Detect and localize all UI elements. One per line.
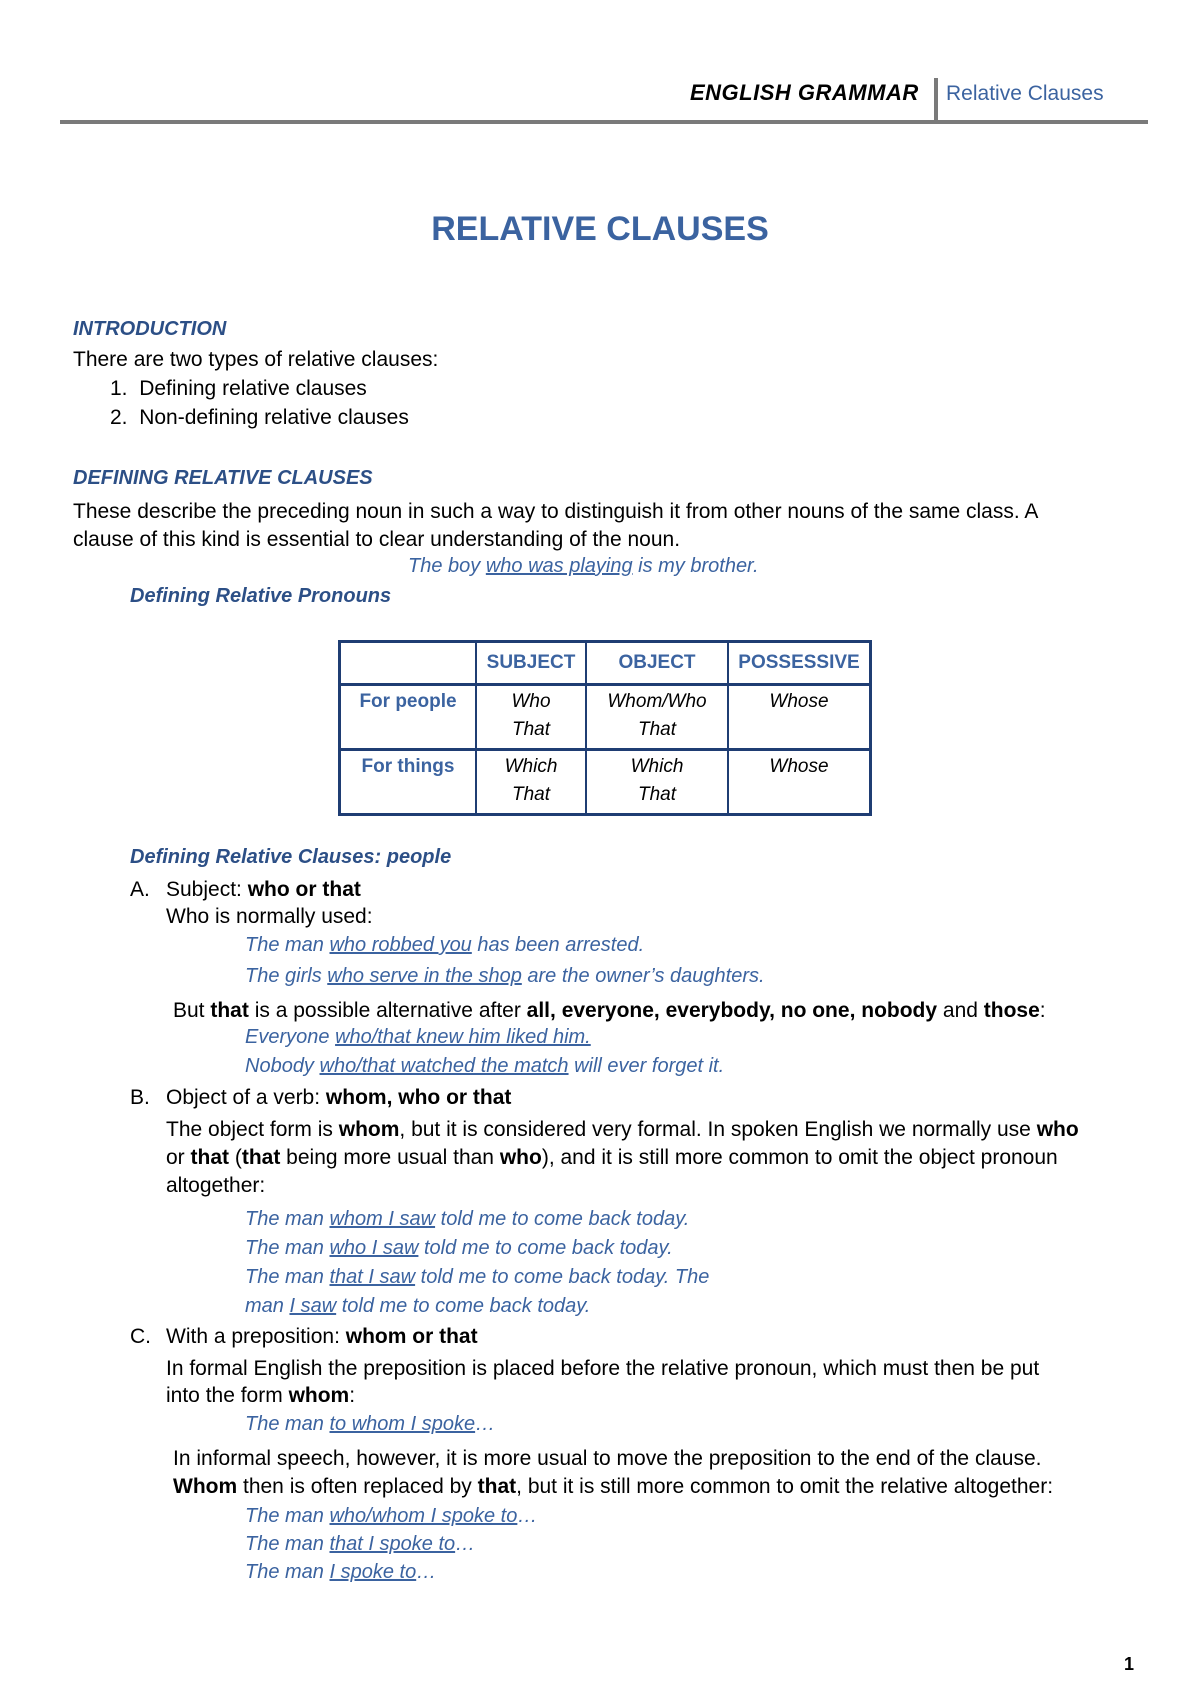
c-text: then is often replaced by [237, 1475, 478, 1498]
example-post: … [416, 1561, 437, 1583]
cell-line: That [637, 784, 677, 805]
b-bold: that [190, 1146, 230, 1169]
example-pre: The man [245, 1413, 330, 1435]
example-clause: that I spoke to [329, 1533, 456, 1555]
defining-example [408, 555, 759, 578]
section-b-title [166, 1084, 511, 1112]
example-clause: I saw [289, 1295, 337, 1317]
cell-line: That [511, 784, 551, 805]
b-text: ), and it is still more common to omit the object pronoun [541, 1146, 1058, 1169]
example-post: … [517, 1505, 538, 1527]
b-bold: whom [338, 1118, 400, 1141]
section-a-but [173, 997, 1046, 1025]
section-b-example-1 [245, 1208, 689, 1231]
example-post: told me to come back today. [336, 1295, 591, 1317]
example-post: will ever forget it. [568, 1055, 725, 1077]
cell-line: That [637, 719, 677, 740]
people-heading: Defining Relative Clauses: people [130, 846, 452, 868]
intro-heading: INTRODUCTION [73, 318, 227, 340]
example-post: told me to come back today. The [415, 1266, 710, 1288]
example-pre: The man [245, 1533, 330, 1555]
example-clause: who/whom I spoke to [329, 1505, 518, 1527]
table-row [340, 750, 871, 815]
table-cell [586, 750, 728, 815]
section-b-text-1 [166, 1116, 1079, 1144]
section-c-example-3 [245, 1533, 475, 1556]
table-row-label: For people [340, 685, 477, 750]
section-a-line2: Who is normally used: [166, 905, 373, 928]
section-c-bold: whom or that [345, 1325, 478, 1348]
example-post: has been arrested. [471, 934, 645, 956]
relative-pronoun-table [338, 640, 872, 816]
section-b-bold: whom, who or that [325, 1086, 512, 1109]
section-c-example-1 [245, 1413, 495, 1436]
section-c-marker: C. [130, 1325, 151, 1348]
but-text: and [937, 999, 984, 1022]
section-a-example-1 [245, 934, 644, 957]
defining-text-2: clause of this kind is essential to clear understanding of the noun. [73, 528, 681, 551]
section-a-label: Subject: [166, 878, 248, 901]
b-text: or [166, 1146, 191, 1169]
c-text: , but it is still more common to omit the relative altogether: [516, 1475, 1054, 1498]
defining-heading: DEFINING RELATIVE CLAUSES [73, 467, 373, 489]
example-clause: who/that watched the match [319, 1055, 569, 1077]
table-row [340, 685, 871, 750]
section-b-marker: B. [130, 1086, 150, 1109]
table-cell [476, 750, 586, 815]
header-topic: Relative Clauses [946, 82, 1104, 105]
example-pre: Everyone [245, 1026, 336, 1048]
example-pre: The man [245, 1237, 330, 1259]
intro-item-1: 1. Defining relative clauses [110, 377, 367, 400]
example-pre: The man [245, 1208, 330, 1230]
example-post: … [475, 1413, 496, 1435]
example-clause: I spoke to [329, 1561, 417, 1583]
table-cell: Whose [728, 685, 871, 750]
example-pre: The man [245, 1505, 330, 1527]
example-clause: to whom I spoke [329, 1413, 476, 1435]
but-text: is a possible alternative after [248, 999, 527, 1022]
example-clause: that I saw [329, 1266, 416, 1288]
but-text: : [1039, 999, 1046, 1022]
cell-line: Whom/Who [607, 691, 707, 712]
example-clause: who robbed you [329, 934, 472, 956]
section-c-text-2 [166, 1382, 355, 1410]
cell-line: Which [504, 756, 558, 777]
b-bold: that [241, 1146, 281, 1169]
example-clause: who was playing [485, 555, 633, 577]
example-pre: The girls [245, 965, 328, 987]
table-col-object: OBJECT [586, 642, 728, 685]
section-c-example-4 [245, 1561, 436, 1584]
b-text: The object form is [166, 1118, 339, 1141]
table-row-label: For things [340, 750, 477, 815]
section-c-text-4 [173, 1473, 1053, 1501]
section-c-text-3: In informal speech, however, it is more usual to move the preposition to the end of the clause. [173, 1447, 1042, 1470]
header-separator [934, 78, 938, 122]
example-clause: who I saw [329, 1237, 419, 1259]
but-text: But [173, 999, 211, 1022]
intro-item-1-text: Defining relative clauses [139, 377, 367, 400]
section-a-marker: A. [130, 878, 150, 901]
example-pre: The man [245, 934, 330, 956]
table-corner-cell [340, 642, 477, 685]
example-pre: Nobody [245, 1055, 320, 1077]
table-cell: Whose [728, 750, 871, 815]
example-post: told me to come back today. [435, 1208, 690, 1230]
cell-line: Which [630, 756, 684, 777]
b-text: being more usual than [280, 1146, 500, 1169]
b-text: ( [229, 1146, 242, 1169]
header-rule [60, 120, 1148, 124]
intro-text: There are two types of relative clauses: [73, 348, 439, 371]
c-bold: Whom [173, 1475, 238, 1498]
example-post: is my brother. [632, 555, 759, 577]
cell-line: That [511, 719, 551, 740]
pronouns-heading: Defining Relative Pronouns [130, 585, 392, 607]
b-bold: who [499, 1146, 542, 1169]
table-cell [476, 685, 586, 750]
section-c-label: With a preposition: [166, 1325, 346, 1348]
example-pre: The boy [408, 555, 486, 577]
section-a-example-4 [245, 1055, 724, 1078]
example-clause: whom I saw [329, 1208, 436, 1230]
section-a-title [166, 876, 361, 904]
example-post: … [455, 1533, 476, 1555]
section-b-label: Object of a verb: [166, 1086, 326, 1109]
example-clause: who/that knew him liked him. [335, 1026, 591, 1048]
table-col-possessive: POSSESSIVE [728, 642, 871, 685]
section-b-example-4 [245, 1295, 590, 1318]
but-bold: all, everyone, everybody, no one, nobody [526, 999, 938, 1022]
page-title: RELATIVE CLAUSES [431, 210, 769, 248]
section-a-example-3 [245, 1026, 591, 1049]
section-c-text-1: In formal English the preposition is placed before the relative pronoun, which must then be put [166, 1357, 1040, 1380]
example-pre: The man [245, 1561, 330, 1583]
section-b-text-2 [166, 1144, 1058, 1172]
header-document-title: ENGLISH GRAMMAR [690, 80, 919, 105]
but-bold: those [983, 999, 1040, 1022]
intro-item-2: 2. Non-defining relative clauses [110, 406, 409, 429]
cell-line: Who [511, 691, 551, 712]
table-col-subject: SUBJECT [476, 642, 586, 685]
c-text: : [349, 1384, 356, 1407]
section-a-example-2 [245, 965, 765, 988]
intro-item-2-text: Non-defining relative clauses [139, 406, 409, 429]
example-post: told me to come back today. [418, 1237, 673, 1259]
table-header-row [340, 642, 871, 685]
section-c-title [166, 1323, 478, 1351]
section-a-bold: who or that [247, 878, 361, 901]
example-clause: who serve in the shop [327, 965, 522, 987]
section-b-example-3 [245, 1266, 709, 1289]
section-b-example-2 [245, 1237, 673, 1260]
example-post: are the owner’s daughters. [521, 965, 765, 987]
page-number: 1 [1124, 1654, 1135, 1674]
b-bold: who [1036, 1118, 1079, 1141]
defining-text-1: These describe the preceding noun in such a way to distinguish it from other nouns of the same class. A [73, 500, 1039, 523]
c-bold: whom [288, 1384, 350, 1407]
example-pre: man [245, 1295, 290, 1317]
but-bold: that [210, 999, 249, 1022]
section-c-example-2 [245, 1505, 537, 1528]
section-b-text-3: altogether: [166, 1174, 266, 1197]
b-text: , but it is considered very formal. In spoken English we normally use [399, 1118, 1037, 1141]
example-pre: The man [245, 1266, 330, 1288]
table-cell [586, 685, 728, 750]
c-bold: that [477, 1475, 517, 1498]
c-text: into the form [166, 1384, 289, 1407]
